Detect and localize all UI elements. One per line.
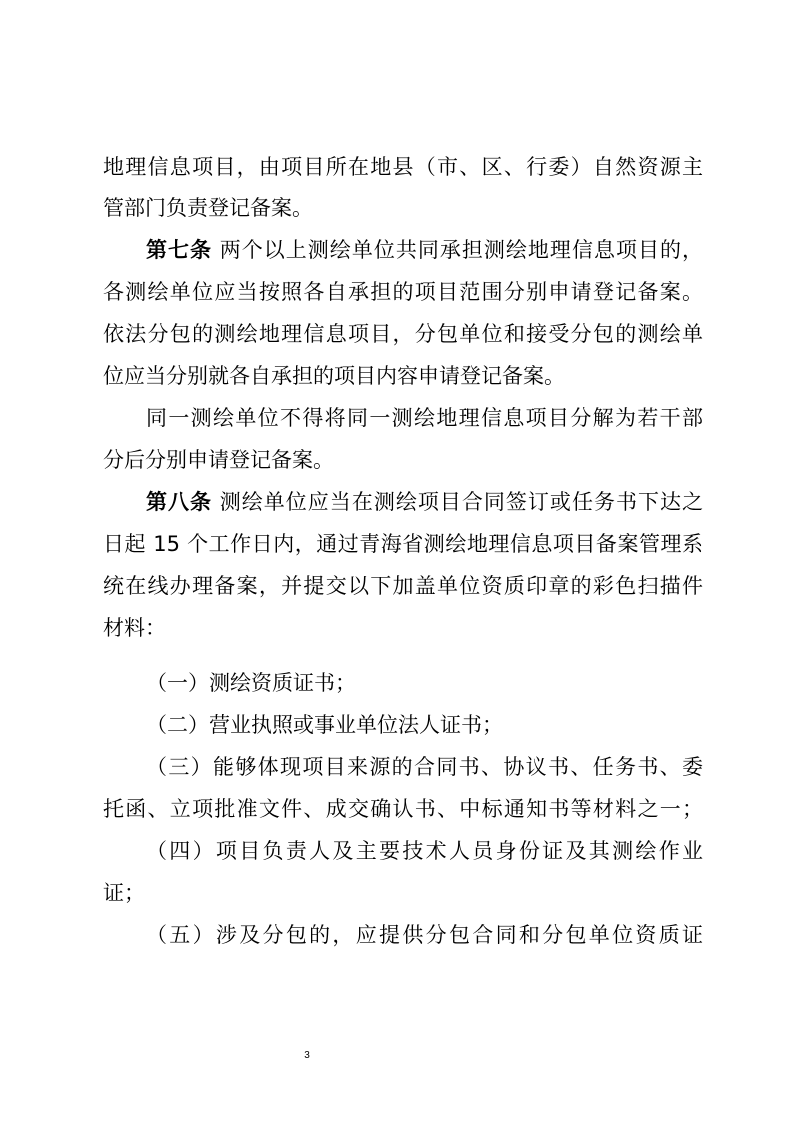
paragraph-line xyxy=(103,571,703,601)
text-span: 两个以上测绘单位共同承担测绘地理信息项目的， xyxy=(219,238,704,262)
text-span: 依法分包的测绘地理信息项目，分包单位和接受分包的测绘单 xyxy=(103,322,703,346)
text-span: 位应当分别就各自承担的项目内容申请登记备案。 xyxy=(103,364,565,388)
article-8-line xyxy=(146,487,703,517)
text-span: 同一测绘单位不得将同一测绘地理信息项目分解为若干部 xyxy=(146,406,703,430)
article-heading-7: 第七条 xyxy=(146,238,213,262)
paragraph-line xyxy=(103,529,703,559)
text-span: （三）能够体现项目来源的合同书、协议书、任务书、委 xyxy=(146,755,703,779)
paragraph-line xyxy=(146,403,703,433)
text-span: （四）项目负责人及主要技术人员身份证及其测绘作业 xyxy=(146,839,703,863)
text-span: 地理信息项目，由项目所在地县（市、区、行委）自然资源主 xyxy=(103,155,703,179)
list-item xyxy=(146,752,703,782)
paragraph-line xyxy=(103,193,703,223)
paragraph-line xyxy=(103,319,703,349)
list-item xyxy=(146,668,703,698)
text-span: 管部门负责登记备案。 xyxy=(103,196,313,220)
list-item xyxy=(146,920,703,950)
text-span: （二）营业执照或事业单位法人证书； xyxy=(146,713,503,737)
paragraph-line xyxy=(103,152,703,182)
text-span: 分后分别申请登记备案。 xyxy=(103,448,334,472)
text-span: 证； xyxy=(103,881,145,905)
text-span: 统在线办理备案，并提交以下加盖单位资质印章的彩色扫描件 xyxy=(103,574,703,598)
paragraph-line xyxy=(103,445,703,475)
paragraph-line xyxy=(103,277,703,307)
text-span: 各测绘单位应当按照各自承担的项目范围分别申请登记备案。 xyxy=(103,280,703,304)
text-span: 日起 15 个工作日内，通过青海省测绘地理信息项目备案管理系 xyxy=(103,532,703,556)
article-7-line xyxy=(146,235,703,265)
text-span: 材料： xyxy=(103,616,166,640)
paragraph-line xyxy=(103,878,703,908)
page-number: 3 xyxy=(304,1050,310,1061)
paragraph-line xyxy=(103,613,703,643)
article-heading-8: 第八条 xyxy=(146,490,213,514)
list-item xyxy=(146,836,703,866)
text-span: 测绘单位应当在测绘项目合同签订或任务书下达之 xyxy=(219,490,704,514)
list-item xyxy=(146,710,703,740)
paragraph-line xyxy=(103,361,703,391)
text-span: （一）测绘资质证书； xyxy=(146,671,356,695)
text-span: 托函、立项批准文件、成交确认书、中标通知书等材料之一； xyxy=(103,797,703,821)
text-span: （五）涉及分包的，应提供分包合同和分包单位资质证 xyxy=(146,923,703,947)
paragraph-line xyxy=(103,794,703,824)
